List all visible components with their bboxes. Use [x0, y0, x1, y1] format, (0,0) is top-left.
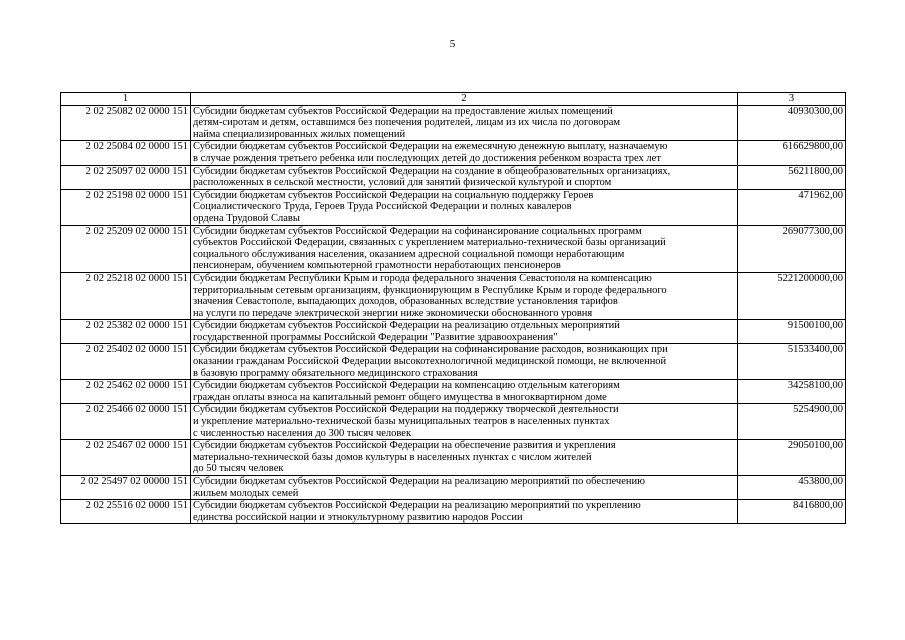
budget-table: [60, 92, 846, 524]
table-row: [61, 141, 846, 165]
row-description: Субсидии бюджетам субъектов Российской Федерации на компенсацию отдельным категориям граждан оплаты взноса на капитальный ремонт общего имущества в многоквартирном доме: [191, 380, 738, 404]
row-code: 2 02 25497 02 00000 151: [61, 476, 191, 500]
row-amount: 616629800,00: [738, 141, 846, 165]
row-code: 2 02 25402 02 0000 151: [61, 344, 191, 380]
table-row: [61, 440, 846, 476]
row-amount: 56211800,00: [738, 165, 846, 189]
row-description: Субсидии бюджетам субъектов Российской Федерации на поддержку творческой деятельности и укрепление материально-технической базы муниципальных театров в населенных пунктах с численностью населения до 300 тысяч человек: [191, 404, 738, 440]
budget-table-body: [61, 93, 846, 524]
table-row: [61, 320, 846, 344]
row-description: Субсидии бюджетам субъектов Российской Федерации на обеспечение развития и укрепления материально-технической базы домов культуры в населенных пунктах с числом жителей до 50 тысяч человек: [191, 440, 738, 476]
row-amount: 34258100,00: [738, 380, 846, 404]
table-row: [61, 165, 846, 189]
row-code: 2 02 25198 02 0000 151: [61, 189, 191, 225]
row-amount: 91500100,00: [738, 320, 846, 344]
row-code: 2 02 25084 02 0000 151: [61, 141, 191, 165]
table-row: [61, 476, 846, 500]
table-row: [61, 272, 846, 319]
table-row: [61, 225, 846, 272]
row-code: 2 02 25209 02 0000 151: [61, 225, 191, 272]
row-code: 2 02 25516 02 0000 151: [61, 500, 191, 524]
column-header-1: 1: [61, 93, 191, 106]
row-amount: 51533400,00: [738, 344, 846, 380]
row-description: Субсидии бюджетам субъектов Российской Федерации на софинансирование расходов, возникающих при оказании гражданам Российской Федерации высокотехнологичной медицинской помощи, не включенной в базовую программу обязательного медицинского страхования: [191, 344, 738, 380]
row-amount: 40930300,00: [738, 105, 846, 141]
row-code: 2 02 25462 02 0000 151: [61, 380, 191, 404]
row-description: Субсидии бюджетам субъектов Российской Федерации на реализацию отдельных мероприятий государственной программы Российской Федерации "Развитие здравоохранения": [191, 320, 738, 344]
row-code: 2 02 25082 02 0000 151: [61, 105, 191, 141]
row-code: 2 02 25097 02 0000 151: [61, 165, 191, 189]
row-description: Субсидии бюджетам субъектов Российской Федерации на предоставление жилых помещений детям-сиротам и детям, оставшимся без попечения родителей, лицам из их числа по договорам найма специализированных жилых помещений: [191, 105, 738, 141]
row-amount: 5221200000,00: [738, 272, 846, 319]
table-row: [61, 105, 846, 141]
column-header-2: 2: [191, 93, 738, 106]
table-row: [61, 344, 846, 380]
row-description: Субсидии бюджетам субъектов Российской Федерации на реализацию мероприятий по укреплению единства российской нации и этнокультурному развитию народов России: [191, 500, 738, 524]
row-amount: 8416800,00: [738, 500, 846, 524]
table-row: [61, 189, 846, 225]
row-description: Субсидии бюджетам субъектов Российской Федерации на создание в общеобразовательных организациях, расположенных в сельской местности, условий для занятий физической культурой и спортом: [191, 165, 738, 189]
row-code: 2 02 25382 02 0000 151: [61, 320, 191, 344]
row-description: Субсидии бюджетам субъектов Российской Федерации на реализацию мероприятий по обеспечению жильем молодых семей: [191, 476, 738, 500]
row-code: 2 02 25466 02 0000 151: [61, 404, 191, 440]
table-header-row: [61, 93, 846, 106]
row-amount: 471962,00: [738, 189, 846, 225]
row-description: Субсидии бюджетам Республики Крым и города федерального значения Севастополя на компенсацию территориальным сетевым организациям, функционирующим в Республике Крым и городе федерального значения Севастополе, выпадающих доходов, образованных вследствие установления тарифов на услуги по передаче электрической энергии ниже экономически обоснованного уровня: [191, 272, 738, 319]
row-amount: 29050100,00: [738, 440, 846, 476]
row-description: Субсидии бюджетам субъектов Российской Федерации на социальную поддержку Героев Социалистического Труда, Героев Труда Российской Федерации и полных кавалеров ордена Трудовой Славы: [191, 189, 738, 225]
table-row: [61, 380, 846, 404]
row-code: 2 02 25218 02 0000 151: [61, 272, 191, 319]
page-number: 5: [449, 38, 456, 50]
row-description: Субсидии бюджетам субъектов Российской Федерации на ежемесячную денежную выплату, назначаемую в случае рождения третьего ребенка или последующих детей до достижения ребенком возраста трех лет: [191, 141, 738, 165]
row-amount: 5254900,00: [738, 404, 846, 440]
row-amount: 453800,00: [738, 476, 846, 500]
table-row: [61, 500, 846, 524]
column-header-3: 3: [738, 93, 846, 106]
row-amount: 269077300,00: [738, 225, 846, 272]
row-code: 2 02 25467 02 0000 151: [61, 440, 191, 476]
row-description: Субсидии бюджетам субъектов Российской Федерации на софинансирование социальных программ субъектов Российской Федерации, связанных с укреплением материально-технической базы организаций социального обслуживания населения, оказанием адресной социальной помощи неработающим пенсионерам, обучением компьютерной грамотности неработающих пенсионеров: [191, 225, 738, 272]
table-row: [61, 404, 846, 440]
